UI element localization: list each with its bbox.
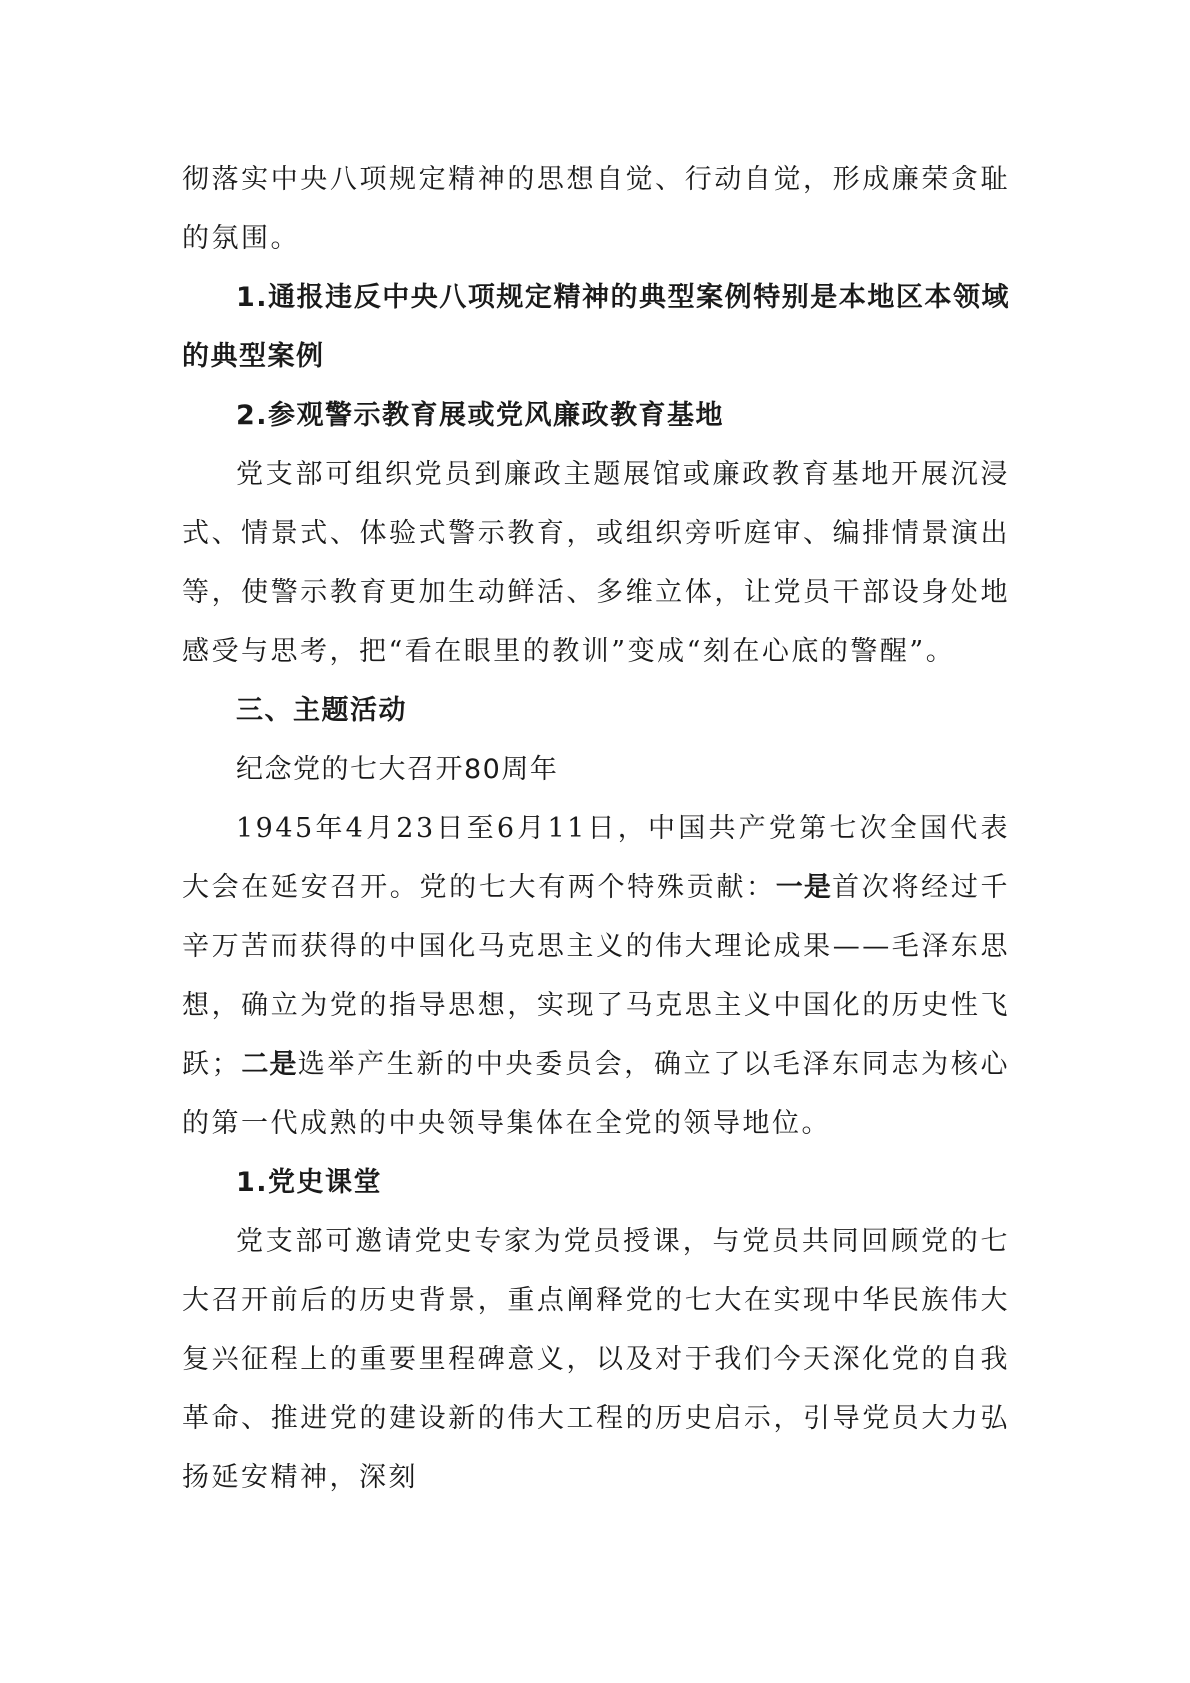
subheading-seventh-congress: 纪念党的七大召开80周年	[236, 754, 559, 785]
paragraph-text: 选举产生新的中央委员会，确立了以毛泽东同志为核心的第一代成熟的中央领导集体在全党的领导地位。	[182, 1049, 1011, 1139]
paragraph-seventh-congress	[182, 799, 1010, 1153]
emphasis-first: 一是	[775, 872, 833, 903]
heading-party-history-class: 1.党史课堂	[236, 1167, 383, 1198]
emphasis-second: 二是	[241, 1049, 298, 1080]
paragraph-warning-education: 党支部可组织党员到廉政主题展馆或廉政教育基地开展沉浸式、情景式、体验式警示教育，或组织旁听庭审、编排情景演出等，使警示教育更加生动鲜活、多维立体，让党员干部设身处地感受与思考，把“看在眼里的教训”变成“刻在心底的警醒”。	[182, 459, 1010, 667]
section-heading-theme-activity: 三、主题活动	[236, 695, 407, 726]
document-body	[182, 150, 1010, 1507]
paragraph-party-history-class: 党支部可邀请党史专家为党员授课，与党员共同回顾党的七大召开前后的历史背景，重点阐释党的七大在实现中华民族伟大复兴征程上的重要里程碑意义，以及对于我们今天深化党的自我革命、推进党的建设新的伟大工程的历史启示，引导党员大力弘扬延安精神，深刻	[182, 1226, 1010, 1493]
paragraph-text: 首次将经过千辛万苦而获得的中国化马克思主义的伟大理论成果——毛泽东思想，确立为党的指导思想，实现了马克思主义中国化的历史性飞跃；	[182, 872, 1011, 1080]
paragraph-text: 1945年4月23日至6月11日，中国共产党第七次全国代表大会在延安召开。党的七大有两个特殊贡献：	[182, 813, 1010, 903]
heading-typical-cases: 1.通报违反中央八项规定精神的典型案例特别是本地区本领域的典型案例	[182, 282, 1010, 372]
paragraph-continuation: 彻落实中央八项规定精神的思想自觉、行动自觉，形成廉荣贪耻的氛围。	[182, 164, 1010, 254]
heading-warning-exhibition: 2.参观警示教育展或党风廉政教育基地	[236, 400, 725, 431]
